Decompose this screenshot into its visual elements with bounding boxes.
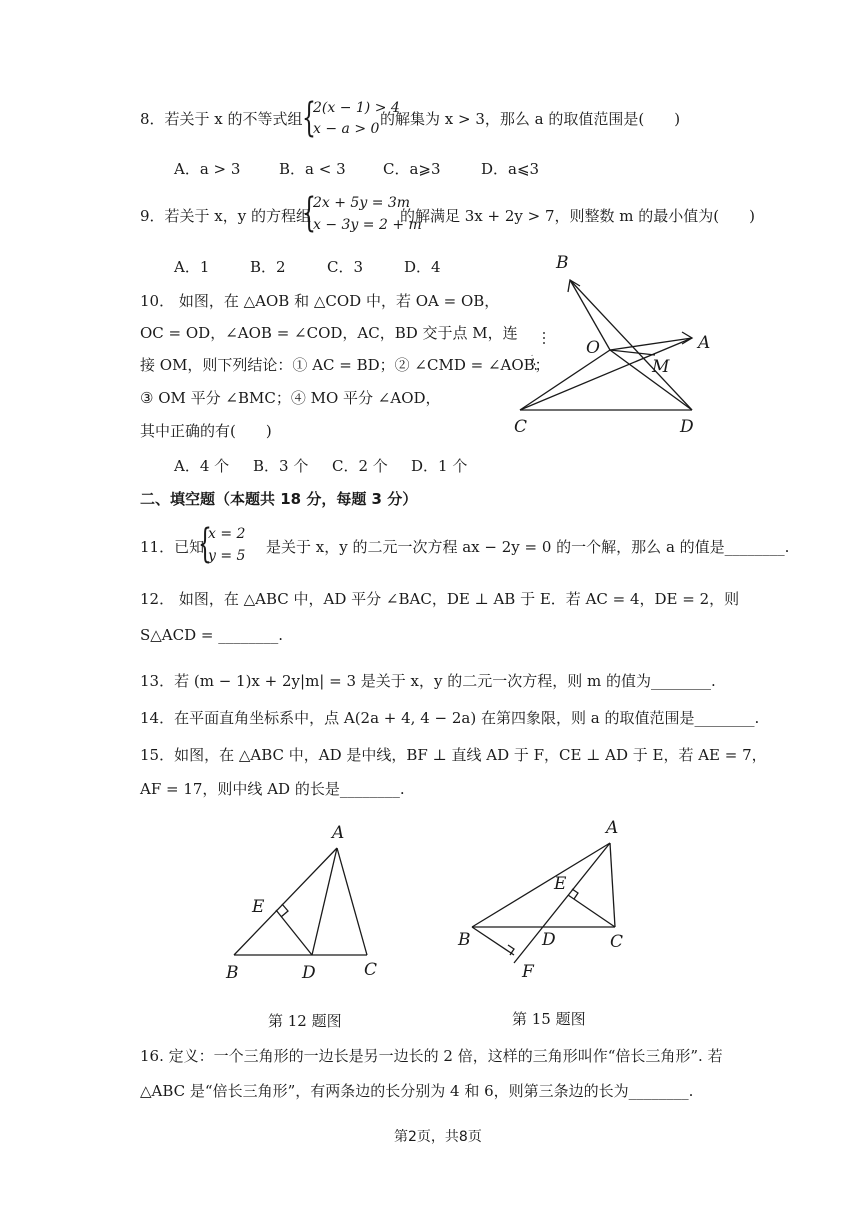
fig15-label-d: D <box>542 930 556 950</box>
q8-brace: { <box>302 95 316 141</box>
q13-text: 13．若 (m − 1)x + 2y|m| = 3 是关于 x，y 的二元一次方程，则 m 的值为________. <box>140 672 716 690</box>
q16-line1: 16. 定义：一个三角形的一边长是另一边长的 2 倍，这样的三角形叫作“倍长三角形”. 若 <box>140 1047 723 1065</box>
q11-tail: 是关于 x，y 的二元一次方程 ax − 2y = 0 的一个解，那么 a 的值是________. <box>266 538 790 556</box>
q10-option-b: B．3 个 <box>253 457 309 475</box>
q10-label-o: O <box>586 338 600 358</box>
q10-label-d: D <box>680 417 694 437</box>
segment-ac <box>610 843 615 927</box>
q9-option-c: C．3 <box>327 258 364 276</box>
right-angle-f <box>508 945 514 955</box>
q9-option-b: B．2 <box>250 258 286 276</box>
q8-system-line1: 2(x − 1) > 4 <box>313 100 400 116</box>
fig12-label-b: B <box>226 963 239 983</box>
q8-system-line2: x − a > 0 <box>313 121 380 137</box>
q9-option-d: D．4 <box>404 258 441 276</box>
segment-oa <box>610 338 692 350</box>
fig12-label-a: A <box>332 823 345 843</box>
fig12-label-d: D <box>302 963 316 983</box>
q10-option-d: D．1 个 <box>411 457 468 475</box>
segment-ac <box>337 848 367 955</box>
q8-option-b: B．a < 3 <box>279 160 346 178</box>
q10-label-a: A <box>698 333 710 353</box>
q15-line1: 15．如图，在 △ABC 中，AD 是中线，BF ⊥ 直线 AD 于 F，CE ⊥ AD 于 E，若 AE = 7， <box>140 746 767 764</box>
fig15-caption: 第 15 题图 <box>512 1010 586 1028</box>
q10-line2: OC = OD，∠AOB = ∠COD，AC，BD 交于点 M，连 <box>140 324 518 342</box>
q10-line3: 接 OM，则下列结论：① AC = BD；② ∠CMD = ∠AOB； <box>140 356 550 374</box>
q8-option-c: C．a⩾3 <box>383 160 441 178</box>
q9-tail: 的解满足 3x + 2y > 7，则整数 m 的最小值为( ) <box>400 207 756 225</box>
fig12-diagram <box>222 820 402 990</box>
q8-lead: 8．若关于 x 的不等式组 <box>140 110 303 128</box>
section-heading-fill-in: 二、填空题（本题共 18 分，每题 3 分） <box>140 490 418 508</box>
q11-system-line1: x = 2 <box>208 526 246 542</box>
segment-ce <box>568 895 615 927</box>
q16-line2: △ABC 是“倍长三角形”，有两条边的长分别为 4 和 6，则第三条边的长为________. <box>140 1082 694 1100</box>
page-number: 第2页，共8页 <box>394 1129 482 1145</box>
segment-ab <box>234 848 337 955</box>
q8-option-a: A．a > 3 <box>174 160 241 178</box>
q9-lead: 9．若关于 x，y 的方程组 <box>140 207 312 225</box>
q11-system-line2: y = 5 <box>208 548 246 564</box>
q10-line1: 10． 如图，在 △AOB 和 △COD 中，若 OA = OB， <box>140 292 500 310</box>
q10-label-m: M <box>652 357 670 377</box>
segment-od <box>610 350 692 410</box>
fig15-label-a: A <box>606 818 619 838</box>
q10-figure <box>510 250 710 440</box>
q12-line1: 12． 如图，在 △ABC 中，AD 平分 ∠BAC，DE ⊥ AB 于 E．若 AC = 4，DE = 2，则 <box>140 590 740 608</box>
fig15-label-e: E <box>554 874 567 894</box>
q10-line4: ③ OM 平分 ∠BMC；④ MO 平分 ∠AOD， <box>140 389 441 407</box>
q11-brace: { <box>198 521 212 567</box>
q8-option-d: D．a⩽3 <box>481 160 540 178</box>
fig12-label-e: E <box>252 897 265 917</box>
dash-mark <box>532 355 536 370</box>
q15-line2: AF = 17，则中线 AD 的长是________. <box>140 780 405 798</box>
segment-bf <box>472 927 514 955</box>
q10-option-a: A．4 个 <box>174 457 230 475</box>
q9-brace: { <box>302 190 316 236</box>
right-angle-e <box>572 889 578 899</box>
segment-ab <box>472 843 610 927</box>
fig12-caption: 第 12 题图 <box>268 1012 342 1030</box>
q10-label-c: C <box>514 417 528 437</box>
fig15-label-c: C <box>610 932 624 952</box>
fig12-label-c: C <box>364 960 378 980</box>
segment-af <box>514 843 610 963</box>
fig15-label-b: B <box>458 930 471 950</box>
q10-option-c: C．2 个 <box>332 457 388 475</box>
q14-text: 14．在平面直角坐标系中，点 A(2a + 4, 4 − 2a) 在第四象限，则 a 的取值范围是________. <box>140 709 760 727</box>
q9-option-a: A．1 <box>174 258 210 276</box>
q12-line2: S△ACD = ________. <box>140 626 284 644</box>
q10-label-b: B <box>556 253 569 273</box>
q9-system-line2: x − 3y = 2 + m <box>313 217 422 233</box>
fig15-diagram <box>450 815 640 985</box>
q11-lead: 11．已知 <box>140 538 205 556</box>
fig15-label-f: F <box>522 962 534 982</box>
q10-line5: 其中正确的有( ) <box>140 422 272 440</box>
q8-tail: 的解集为 x > 3，那么 a 的取值范围是( ) <box>380 110 681 128</box>
segment-ad <box>312 848 337 955</box>
q9-system-line1: 2x + 5y = 3m <box>313 195 411 211</box>
